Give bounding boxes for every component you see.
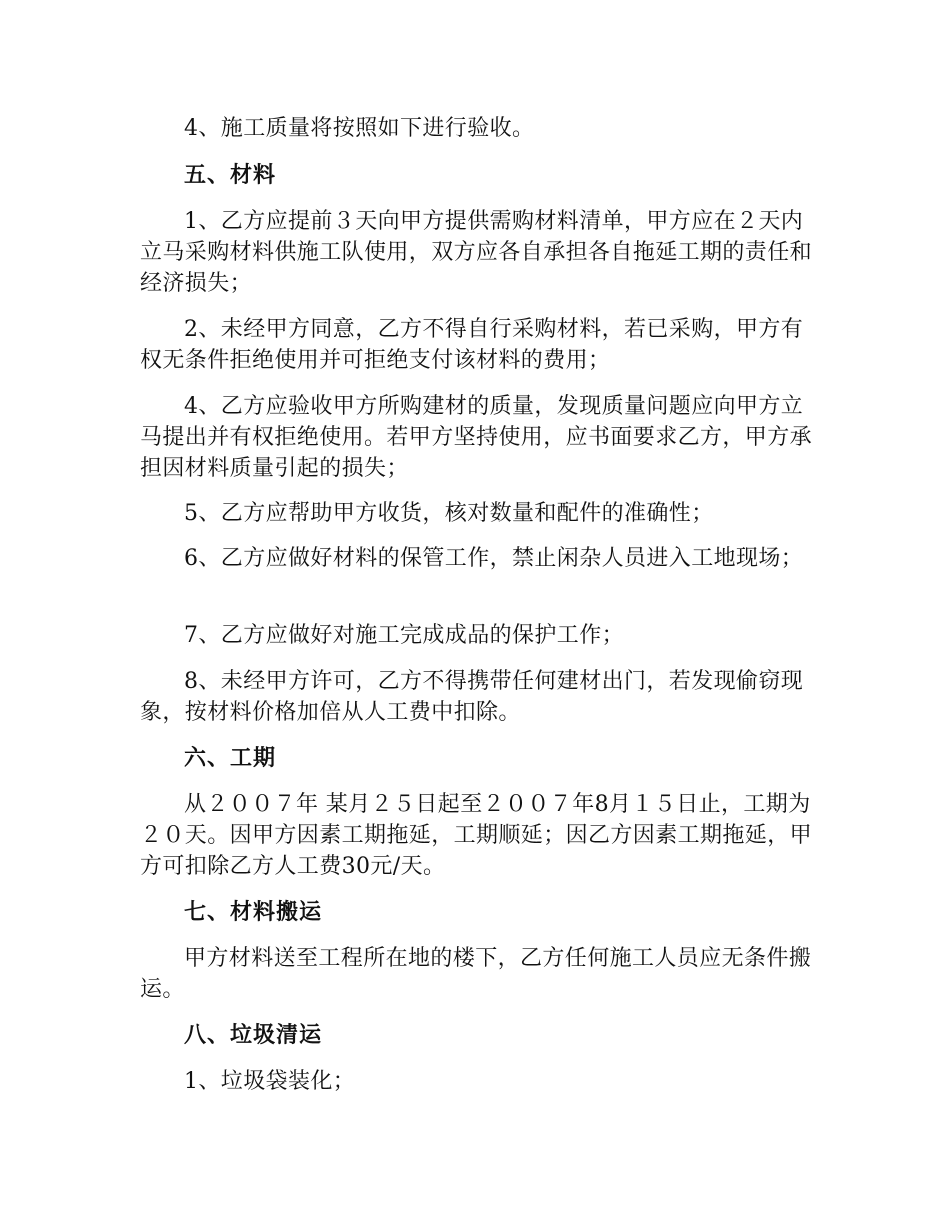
paragraph-material-6: 6、乙方应做好材料的保管工作，禁止闲杂人员进入工地现场；: [184, 546, 804, 571]
paragraph-material-4: 4、乙方应验收甲方所购建材的质量，发现质量问题应向甲方立马提出并有权拒绝使用。若甲方坚持使用，应书面要求乙方，甲方承担因材料质量引起的损失；: [140, 394, 813, 481]
paragraph-material-1: 1、乙方应提前３天向甲方提供需购材料清单，甲方应在２天内立马采购材料供施工队使用，双方应各自承担各自拖延工期的责任和经济损失；: [140, 209, 813, 296]
section-heading-schedule: 六、工期: [184, 746, 277, 771]
paragraph-transport: 甲方材料送至工程所在地的楼下，乙方任何施工人员应无条件搬运。: [140, 946, 812, 1002]
paragraph-material-5: 5、乙方应帮助甲方收货，核对数量和配件的准确性；: [184, 501, 714, 526]
section-heading-garbage: 八、垃圾清运: [184, 1023, 323, 1048]
paragraph-garbage-1: 1、垃圾袋装化；: [184, 1069, 356, 1094]
paragraph-acceptance: 4、施工质量将按照如下进行验收。: [184, 116, 535, 141]
section-heading-materials: 五、材料: [184, 163, 277, 188]
paragraph-material-8: 8、未经甲方许可，乙方不得携带任何建材出门，若发现偷窃现象，按材料价格加倍从人工费中扣除。: [140, 669, 804, 725]
section-heading-transport: 七、材料搬运: [184, 900, 323, 925]
paragraph-material-7: 7、乙方应做好对施工完成成品的保护工作；: [184, 623, 624, 648]
paragraph-schedule: 从２００７年 某月２５日起至２００７年8月１５日止，工期为２０天。因甲方因素工期拖延，工期顺延；因乙方因素工期拖延，甲方可扣除乙方人工费30元/天。: [140, 792, 813, 879]
paragraph-material-2: 2、未经甲方同意，乙方不得自行采购材料，若已采购，甲方有权无条件拒绝使用并可拒绝支付该材料的费用；: [140, 317, 804, 373]
